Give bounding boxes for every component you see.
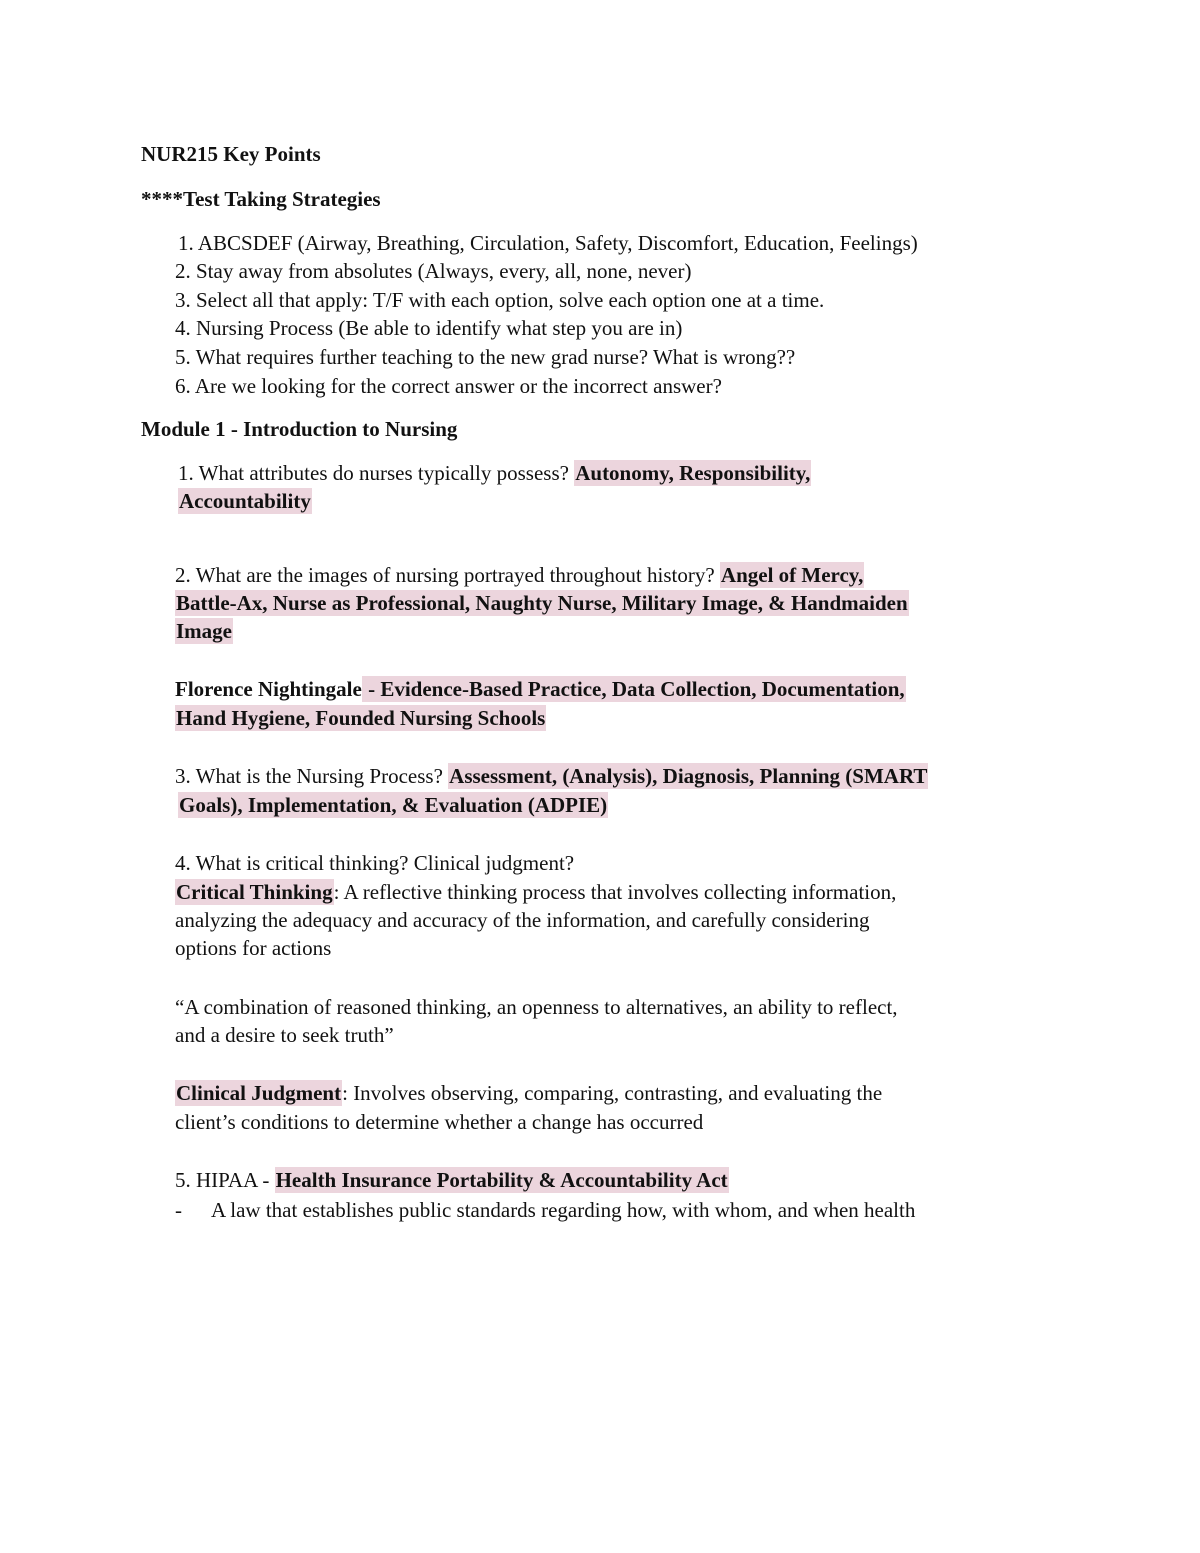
q3-answer: Assessment, (Analysis), Diagnosis, Planning (SMART bbox=[449, 764, 928, 788]
q1-line-2 bbox=[178, 487, 312, 516]
q1-answer: Autonomy, Responsibility, bbox=[575, 461, 811, 485]
module1-heading: Module 1 - Introduction to Nursing bbox=[141, 417, 458, 441]
nightingale-line bbox=[175, 675, 906, 704]
q1-answer-cont: Accountability bbox=[179, 489, 311, 513]
list-item: 5. What requires further teaching to the new grad nurse? What is wrong?? bbox=[175, 345, 796, 369]
q3-question: 3. What is the Nursing Process? bbox=[175, 764, 449, 788]
ct-quote: “A combination of reasoned thinking, an openness to alternatives, an ability to reflect, bbox=[175, 995, 898, 1019]
q1-question: 1. What attributes do nurses typically possess? bbox=[178, 461, 575, 485]
q3-line bbox=[175, 762, 928, 791]
nightingale-contributions-cont: Hand Hygiene, Founded Nursing Schools bbox=[176, 706, 546, 730]
ct-term: Critical Thinking bbox=[176, 880, 333, 904]
q5-question: 5. HIPAA - bbox=[175, 1168, 275, 1192]
cj-definition-cont: client’s conditions to determine whether a change has occurred bbox=[175, 1110, 704, 1134]
q2-line-3 bbox=[175, 617, 233, 646]
q5-bullet-text: A law that establishes public standards regarding how, with whom, and when health bbox=[211, 1198, 916, 1222]
nightingale-contributions: - Evidence-Based Practice, Data Collection, Documentation, bbox=[362, 677, 905, 701]
q2-answer-cont: Image bbox=[176, 619, 232, 643]
q4-question: 4. What is critical thinking? Clinical judgment? bbox=[175, 851, 575, 875]
test-strategies-heading: ****Test Taking Strategies bbox=[141, 187, 381, 211]
q3-line-2 bbox=[178, 791, 608, 820]
q5-answer: Health Insurance Portability & Accountability Act bbox=[275, 1168, 728, 1192]
ct-definition-cont: options for actions bbox=[175, 936, 332, 960]
q5-line bbox=[175, 1166, 729, 1195]
ct-line bbox=[175, 878, 896, 907]
nightingale-line-2 bbox=[175, 704, 546, 733]
nightingale-name: Florence Nightingale bbox=[175, 677, 362, 701]
cj-line bbox=[175, 1079, 882, 1108]
cj-definition: : Involves observing, comparing, contrasting, and evaluating the bbox=[342, 1081, 883, 1105]
list-item: 3. Select all that apply: T/F with each option, solve each option one at a time. bbox=[175, 288, 825, 312]
q3-answer-cont: Goals), Implementation, & Evaluation (ADPIE) bbox=[179, 793, 608, 817]
bullet-dash: - bbox=[175, 1198, 182, 1222]
q2-answer-cont: Battle-Ax, Nurse as Professional, Naughty Nurse, Military Image, & Handmaiden bbox=[176, 591, 908, 615]
ct-definition-cont: analyzing the adequacy and accuracy of the information, and carefully considering bbox=[175, 908, 870, 932]
q2-question: 2. What are the images of nursing portrayed throughout history? bbox=[175, 563, 720, 587]
list-item: 2. Stay away from absolutes (Always, every, all, none, never) bbox=[175, 259, 692, 283]
document-title: NUR215 Key Points bbox=[141, 142, 321, 166]
list-item: 1. ABCSDEF (Airway, Breathing, Circulation, Safety, Discomfort, Education, Feelings) bbox=[178, 231, 918, 255]
q2-line bbox=[175, 561, 864, 590]
q2-answer: Angel of Mercy, bbox=[720, 563, 864, 587]
q1-line bbox=[178, 459, 811, 488]
list-item: 6. Are we looking for the correct answer or the incorrect answer? bbox=[175, 374, 722, 398]
q5-bullet bbox=[175, 1196, 915, 1225]
ct-quote-cont: and a desire to seek truth” bbox=[175, 1023, 394, 1047]
cj-term: Clinical Judgment bbox=[176, 1081, 342, 1105]
q2-line-2 bbox=[175, 589, 909, 618]
ct-definition: : A reflective thinking process that involves collecting information, bbox=[333, 880, 897, 904]
list-item: 4. Nursing Process (Be able to identify what step you are in) bbox=[175, 316, 683, 340]
